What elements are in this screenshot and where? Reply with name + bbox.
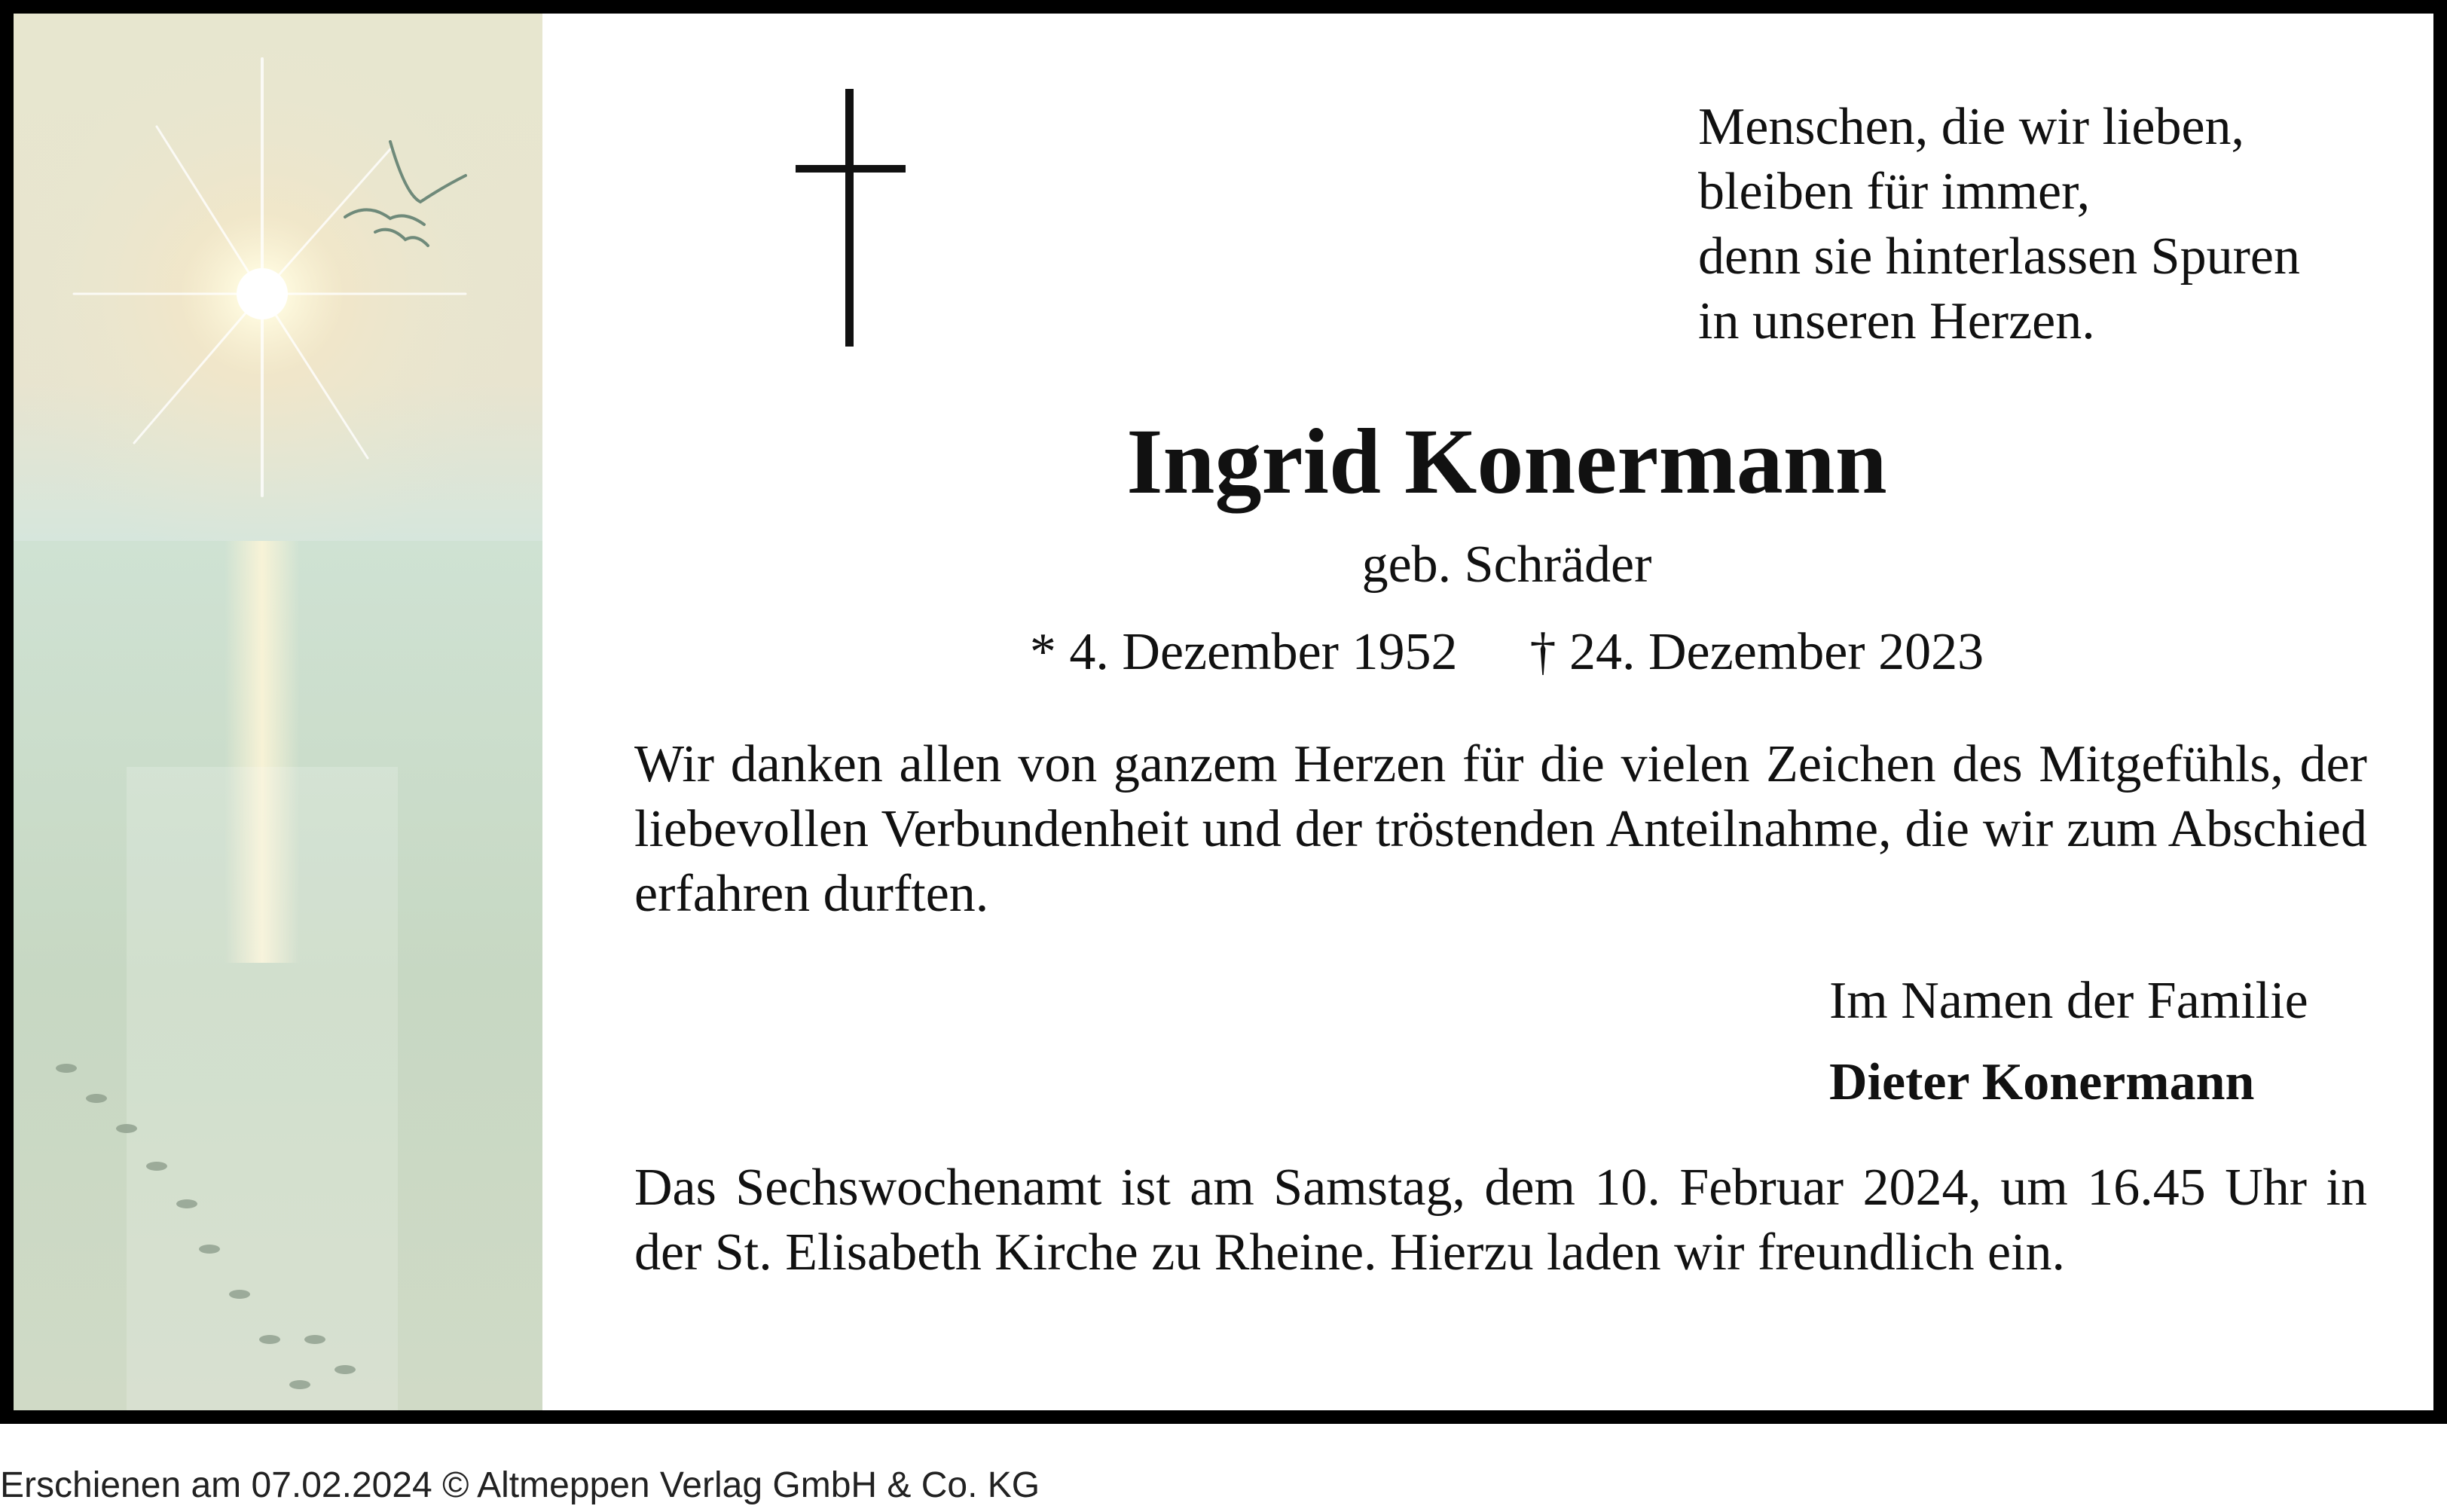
cross-icon — [796, 89, 906, 347]
poem-line: in unseren Herzen. — [1698, 292, 2095, 350]
publication-footer: Erschienen am 07.02.2024 © Altmeppen Verlag GmbH & Co. KG — [0, 1465, 1040, 1505]
life-dates — [812, 621, 2201, 684]
sunset-sea-photo — [14, 14, 542, 1410]
signature-name: Dieter Konermann — [1829, 1053, 2255, 1111]
birth-name: geb. Schräder — [1361, 536, 1652, 594]
death-date: † 24. Dezember 2023 — [1529, 623, 1984, 681]
service-paragraph: Das Sechswochenamt ist am Samstag, dem 10. Februar 2024, um 16.45 Uhr in der St. Elisabeth Kirche zu Rheine. Hierzu laden wir freundlich ein. — [634, 1159, 2367, 1281]
deceased-name: Ingrid Konermann — [1126, 410, 1887, 513]
signature-intro: Im Namen der Familie — [1829, 972, 2308, 1030]
poem-line: denn sie hinterlassen Spuren — [1698, 228, 2300, 286]
birth-date: * 4. Dezember 1952 — [1029, 623, 1458, 681]
thanks-paragraph: Wir danken allen von ganzem Herzen für die vielen Zeichen des Mitgefühls, der liebevollen Verbundenheit und der tröstenden Anteilnahme, die wir zum Abschied erfahren durften. — [634, 735, 2367, 923]
poem — [1698, 95, 2300, 354]
poem-line: Menschen, die wir lieben, — [1698, 98, 2245, 156]
poem-line: bleiben für immer, — [1698, 163, 2091, 221]
sunset-sea-illustration — [14, 14, 542, 1410]
